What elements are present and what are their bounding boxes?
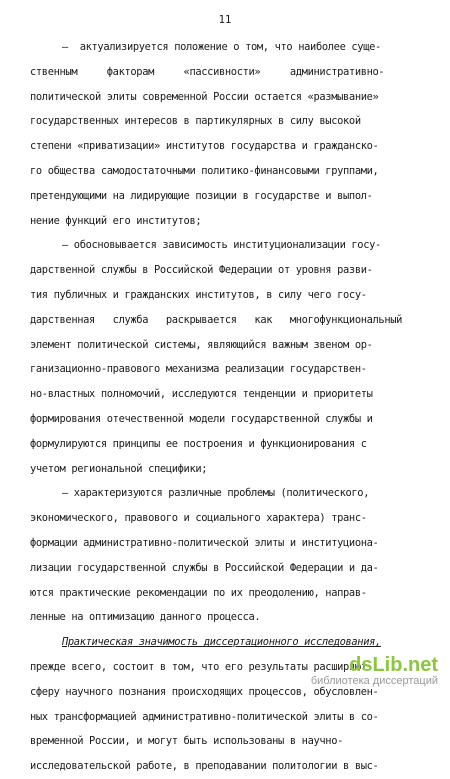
text-line: степени «приватизации» институтов государства и гражданско- xyxy=(30,140,379,153)
text-line: дарственная служба раскрывается как многофункциональный xyxy=(30,313,403,326)
text-line: – актуализируется положение о том, что наиболее суще- xyxy=(62,41,381,53)
watermark-logo: dsLib.net xyxy=(349,654,438,676)
text-line: элемент политической системы, являющийся важным звеном ор- xyxy=(30,338,373,351)
text-line: экономического, правового и социального характера) транс- xyxy=(30,512,367,525)
watermark xyxy=(311,655,438,688)
text-line: претендующими на лидирующие позиции в государстве и выпол- xyxy=(30,189,373,202)
text-line: государственных интересов в партикулярных в силу высокой xyxy=(30,115,361,128)
text-line: ганизационно-правового механизма реализации государствен- xyxy=(30,363,367,376)
text-line: исследовательской работе, в преподавании политологии в выс- xyxy=(30,760,379,773)
watermark-tagline: библиотека диссертаций xyxy=(310,675,438,687)
text-line: тия публичных и гражданских институтов, в силу чего госу- xyxy=(30,288,367,301)
text-line: временной России, и могут быть использованы в научно- xyxy=(30,735,344,748)
text-line: учетом региональной специфики; xyxy=(30,462,208,475)
text-line: лизации государственной службы в Российской Федерации и да- xyxy=(30,561,379,574)
text-line: – характеризуются различные проблемы (политического, xyxy=(62,487,370,500)
text-line: дарственной службы в Российской Федерации от уровня разви- xyxy=(30,264,373,277)
text-line: ленные на оптимизацию данного процесса. xyxy=(30,611,261,624)
text-line: ных трансформацией административно-политической элиты в со- xyxy=(30,710,379,723)
text-line: сферу научного познания происходящих процессов, обусловлен- xyxy=(30,685,379,698)
text-line: ственным факторам «пассивности» административно- xyxy=(30,65,385,78)
text-line: политической элиты современной России остается «размывание» xyxy=(30,90,379,103)
text-line: ются практические рекомендации по их преодолению, направ- xyxy=(30,586,367,599)
text-line: формирования отечественной модели государственной службы и xyxy=(30,412,373,425)
page-number: 11 xyxy=(218,14,232,26)
section-heading-line: Практическая значимость диссертационного исследования, xyxy=(62,636,381,649)
text-line: формулируются принципы ее построения и функционирования с xyxy=(30,437,367,450)
text-line: го общества самодостаточными политико-финансовыми группами, xyxy=(30,164,379,177)
text-line: но-властных полномочий, исследуются тенденции и приоритеты xyxy=(30,388,373,401)
text-line: прежде всего, состоит в том, что его результаты расширяют xyxy=(30,660,367,673)
text-line: формации административно-политической элиты и институциона- xyxy=(30,536,379,549)
text-line: – обосновывается зависимость институционализации госу- xyxy=(62,239,381,252)
text-line: нение функций его институтов; xyxy=(30,214,202,227)
